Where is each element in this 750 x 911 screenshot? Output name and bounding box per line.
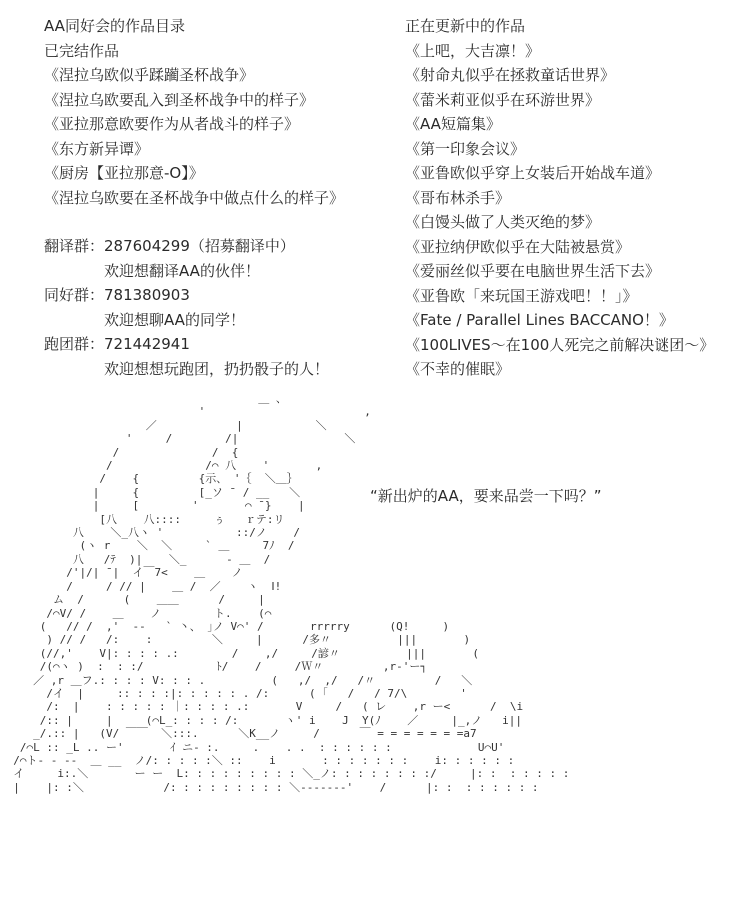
spacer: [44, 210, 384, 234]
completed-item[interactable]: 《涅拉乌欧要在圣杯战争中做点什么的样子》: [44, 188, 345, 207]
ongoing-item[interactable]: 《亚拉纳伊欧似乎在大陆被悬赏》: [405, 237, 631, 256]
group-label: 同好群：: [44, 286, 105, 304]
group-number[interactable]: 721442941: [104, 335, 190, 353]
ongoing-item[interactable]: 《第一印象会议》: [405, 139, 526, 158]
ongoing-item[interactable]: 《爱丽丝似乎要在电脑世界生活下去》: [405, 262, 661, 280]
speech-text: “新出炉的AA，要来品尝一下吗？”: [370, 487, 602, 505]
ongoing-item[interactable]: 《蕾米莉亚似乎在环游世界》: [405, 90, 601, 109]
completed-heading: 已完结作品: [44, 41, 120, 60]
fan-group: [44, 283, 384, 308]
ongoing-item[interactable]: 《亚鲁欧似乎穿上女装后开始战车道》: [405, 164, 661, 182]
ongoing-item[interactable]: 《射命丸似乎在拯救童话世界》: [405, 66, 616, 84]
completed-item[interactable]: 《亚拉那意欧要作为从者战斗的样子》: [44, 115, 300, 133]
ongoing-item[interactable]: 《上吧，大吉凛！》: [405, 41, 541, 60]
page-title: AA同好会的作品目录: [44, 17, 185, 35]
group-number[interactable]: 781380903: [104, 286, 190, 304]
completed-item[interactable]: 《涅拉乌欧似乎蹂躏圣杯战争》: [44, 66, 255, 84]
completed-item[interactable]: 《厨房【亚拉那意-O】》: [44, 164, 204, 182]
ongoing-item[interactable]: 《亚鲁欧「来玩国王游戏吧！！」》: [405, 286, 638, 305]
completed-item[interactable]: 《东方新异谭》: [44, 139, 150, 158]
catalog-right-column: [405, 14, 745, 382]
ongoing-item[interactable]: 《Fate / Parallel Lines BACCANO！》: [405, 311, 674, 329]
group-list: [44, 234, 384, 381]
group-note: 欢迎想聊AA的同学！: [104, 310, 245, 329]
completed-item[interactable]: 《涅拉乌欧要乱入到圣杯战争中的样子》: [44, 90, 315, 109]
group-label: 跑团群：: [44, 335, 105, 353]
ongoing-item[interactable]: 《100LIVES～在100人死完之前解决谜团～》: [405, 335, 715, 354]
ascii-art-illustration: ＿ 、 ' , ／ | ＼ ' / /| ＼ / / { / /⌒ 八 ' , / { {示、 '｛ ＼＿｝ | { [_ソ ̄ / __ ＼ | [ ' ⌒ ̄ } | [八 八:::: ぅ ｒテ:リ 八 ＼_八ヽ ' ::/ノ / (ヽ r ＼ ＼ ` ＿ 7ﾉ / 八 /ﾃ )| ＼_ ‐ ＿ / /'|/| ̄ | イ￣7< ＿ ノ / / // | ＿ / ／ ヽ Ⅰ! ム / ( ＿＿ / | /⌒V/ / ＿ ノ ト. (⌒ ( // / ,' ‐‐ ` 丶、 ｣ノ V⌒' / rrrrry (Q! ) ) // / /: : ＼ | /多〃 ||| ) (//,' V|: : : : .: / ,/ /諺〃 ||| ( /(⌒ヽ ) : : :/ ﾄ/ / /Ｗ〃 ,r‐'ー┐ ／ ,r ＿フ.: : : : V: : : . ( ,/ ,/ /〃 / ＼ /イ | :: : : :|: : : : : . /: ( ｢ / / 7/\ ' /: | : : : : : ｜: : : : .: V / ( レ ,r ー< / \i /:: | | (⌒L_: : : : /: ヽ' i J Y(ﾉ ／ |_,ノ i|| _/.:: | (V/ ￣￣ ＼:::. ＼K__ノ / ￣ = = = = = = =a7 /⌒L :: _L .. ー' ｲ ニ‐ :. . . . : : : : : : U⌒U' /⌒ト‐ ‐ ‐‐ ＿ __ ノ/: : : : :＼ :: i : : : : : : : i: : : : : : イ i:.＼ ー ー L: : : : : : : : : ＼_ノ: : : : : : : :/ |: : : : : : : | |: :＼ /: : : : : : : : : ＼‐‐‐‐‐‐‐' / |: : : : : : : :: [13, 392, 570, 794]
group-note: 欢迎想翻译AA的伙伴！: [104, 261, 260, 280]
ongoing-item[interactable]: 《白馒头做了人类灭绝的梦》: [405, 213, 601, 231]
ongoing-heading: 正在更新中的作品: [405, 17, 526, 35]
ongoing-item[interactable]: 《哥布林杀手》: [405, 188, 511, 207]
group-label: 翻译群：: [44, 237, 105, 255]
group-number[interactable]: 287604299（招募翻译中）: [104, 237, 295, 255]
group-note: 欢迎想想玩跑团，扔扔骰子的人！: [104, 359, 330, 378]
catalog-left-column: [44, 14, 384, 381]
ongoing-list: [405, 39, 745, 382]
ongoing-item[interactable]: 《不幸的催眠》: [405, 360, 511, 378]
ongoing-item[interactable]: 《AA短篇集》: [405, 115, 501, 133]
trpg-group: [44, 332, 384, 357]
translation-group: [44, 234, 384, 259]
completed-list: [44, 63, 384, 210]
